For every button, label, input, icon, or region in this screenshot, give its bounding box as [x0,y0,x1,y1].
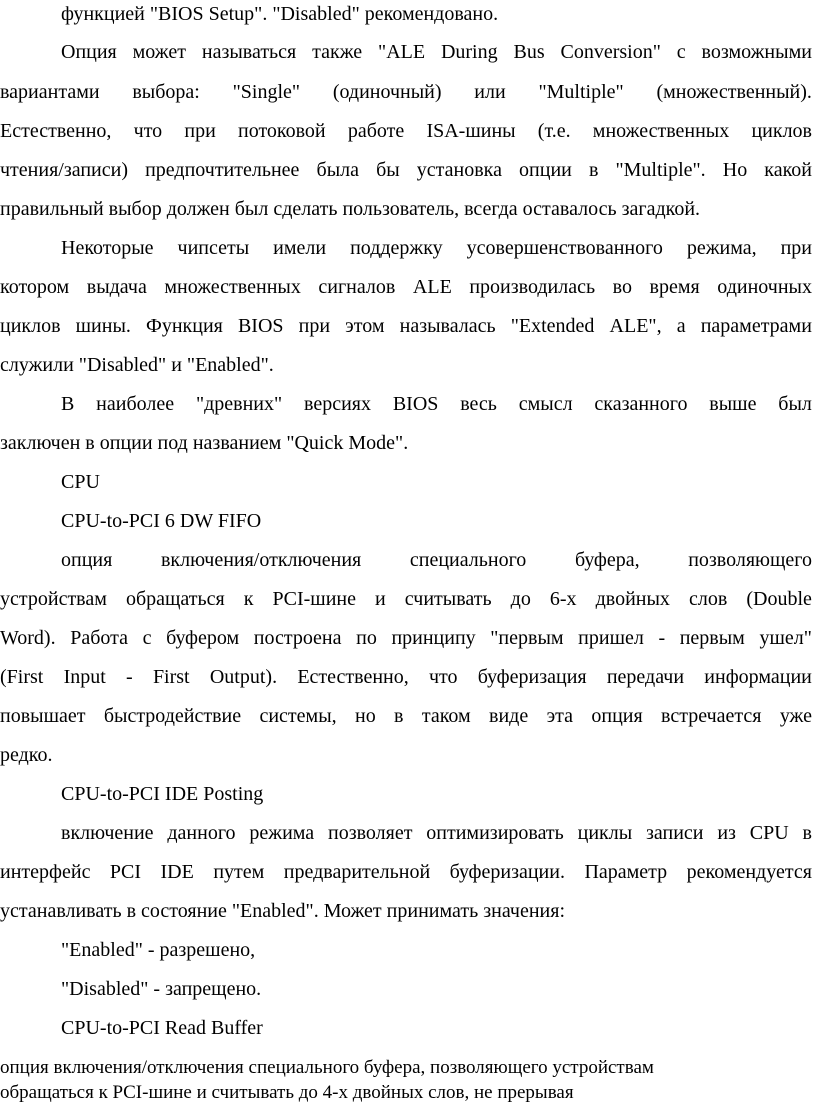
word: режима [249,822,315,844]
word: наиболее [96,393,175,415]
word: обращаться [125,588,225,610]
word: буферизация [477,666,587,688]
text-line: правильный выбор должен был сделать пользователь, всегда оставалось загадкой. [0,198,701,220]
word: чтения/записи) [0,159,128,181]
word: буфером [166,627,240,649]
word: 6-х [549,588,577,610]
word: - [126,666,133,688]
word: BIOS [237,315,284,337]
word: Опция [61,41,117,63]
word: интерфейс [0,861,91,883]
text-line [0,119,812,143]
word: во [612,276,632,298]
word: ALE [412,276,452,298]
text-line: служили "Disabled" и "Enabled". [0,354,274,376]
word: Работа [70,627,128,649]
word: эта [546,705,574,727]
word: потоковой [238,120,326,142]
text-line [0,626,812,650]
word: пришел [578,627,644,649]
word: BIOS [392,393,439,415]
word: В [61,393,75,415]
word: режима, [686,237,757,259]
word: быстродействие [103,705,242,727]
word: PCI [109,861,142,883]
text-line: функцией "BIOS Setup". "Disabled" рекомендовано. [61,3,499,25]
word: котором [0,276,70,298]
word: - [658,627,666,649]
word: виде [489,705,529,727]
word: IDE [160,861,194,883]
word: бы [376,159,400,181]
word: возможными [701,41,812,63]
word: оптимизировать [426,822,564,844]
word: версиях [304,393,371,415]
word: путем [213,861,265,883]
word: ISA-шины [426,120,516,142]
word: Bus [513,41,545,63]
word: какой [764,159,812,181]
word: поддержку [350,237,443,259]
text-line [0,704,812,728]
word: считывать [404,588,492,610]
word: ALE", [609,315,662,337]
word: "Single" [232,81,301,103]
word: Conversion" [560,41,661,63]
word: Некоторые [61,237,154,259]
word: слов [688,588,728,610]
text-line [0,587,812,611]
word: называться [201,41,297,63]
word: During [440,41,498,63]
word: "Multiple". [615,159,706,181]
word: в [588,159,599,181]
word: "первым [490,627,564,649]
word: "ALE [378,41,426,63]
word: с [676,41,686,63]
word: опции [519,159,572,181]
word: был [778,393,812,415]
word: и [375,588,386,610]
word: Параметр [584,861,668,883]
word: что [133,120,163,142]
word: в [802,822,812,844]
text-line [61,821,812,845]
text-line [0,860,812,884]
word: может [132,41,186,63]
word: с [142,627,152,649]
word: (Double [746,588,812,610]
word: при [298,315,331,337]
word: Output). [209,666,278,688]
word: "древних" [195,393,283,415]
word: время [649,276,700,298]
word: этом [345,315,385,337]
word: "Extended [510,315,595,337]
word: Функция [146,315,223,337]
text-line: опция включения/отключения специального буфера, позволяющего устройствам [0,1057,654,1078]
word: двойных [595,588,670,610]
text-line [0,158,812,182]
word: при [184,120,216,142]
word: специального [409,549,527,571]
word: включение [61,822,154,844]
word: а [676,315,686,337]
text-line [0,80,812,104]
word: ушел" [759,627,812,649]
word: Но [722,159,748,181]
word: называлась [399,315,496,337]
text-line: заключен в опции под названием "Quick Mode". [0,432,409,454]
word: передачи [606,666,685,688]
word: циклов [751,120,812,142]
word: Input [63,666,106,688]
word: CPU [749,822,789,844]
word: выше [709,393,757,415]
word: принципу [391,627,476,649]
word: First [152,666,190,688]
text-line: "Disabled" - запрещено. [61,978,262,1000]
word: рекомендуется [686,861,812,883]
word: смысл [518,393,573,415]
text-line [61,548,812,572]
word: также [312,41,363,63]
word: Естественно, [0,120,112,142]
text-line: CPU-to-PCI IDE Posting [61,783,264,805]
text-line [61,40,812,64]
word: (т.е. [537,120,571,142]
word: но [354,705,376,727]
word: множественных [592,120,730,142]
word: шины. [75,315,131,337]
word: в [394,705,404,727]
word: сигналов [318,276,396,298]
word: Word). [0,627,56,649]
word: работе [347,120,405,142]
word: PCI-шине [272,588,356,610]
word: уже [779,705,812,727]
word: по [356,627,377,649]
word: или [474,81,506,103]
word: (множественный). [656,81,812,103]
word: чипсеты [177,237,250,259]
word: опция [61,549,113,571]
word: устройствам [0,588,107,610]
word: параметрами [700,315,812,337]
text-line [61,392,812,416]
text-line [0,665,812,689]
word: системы, [259,705,337,727]
word: построена [253,627,342,649]
word: буфера, [574,549,640,571]
word: циклы [577,822,633,844]
word: что [428,666,458,688]
text-line [0,275,812,299]
word: позволяющего [688,549,812,571]
word: включения/отключения [160,549,362,571]
word: вариантами [0,81,100,103]
word: таком [421,705,471,727]
word: информации [704,666,812,688]
word: циклов [0,315,61,337]
text-line [61,236,812,260]
text-line: CPU-to-PCI 6 DW FIFO [61,510,262,532]
word: "Multiple" [538,81,624,103]
word: при [780,237,812,259]
word: весь [460,393,497,415]
word: имели [273,237,327,259]
word: одиночных [717,276,812,298]
text-line: обращаться к PCI-шине и считывать до 4-х двойных слов, не прерывая [0,1082,574,1103]
text-line: устанавливать в состояние "Enabled". Может принимать значения: [0,900,565,922]
word: из [717,822,736,844]
text-line: редко. [0,744,53,766]
text-line: "Enabled" - разрешено, [61,939,256,961]
word: (одиночный) [332,81,442,103]
word: была [316,159,359,181]
word: данного [167,822,236,844]
word: позволяет [328,822,413,844]
word: встречается [661,705,762,727]
word: выдача [86,276,147,298]
word: установка [416,159,502,181]
word: повышает [0,705,86,727]
word: (First [0,666,44,688]
word: предпочтительнее [145,159,300,181]
word: записи [646,822,704,844]
word: выбора: [132,81,200,103]
word: до [510,588,531,610]
word: Естественно, [297,666,409,688]
word: буферизации. [449,861,565,883]
text-line [0,314,812,338]
text-line: CPU-to-PCI Read Buffer [61,1017,263,1039]
word: первым [679,627,745,649]
word: усовершенствованного [466,237,663,259]
word: множественных [164,276,301,298]
text-line: CPU [61,471,100,493]
word: производилась [469,276,596,298]
word: предварительной [283,861,431,883]
word: опция [591,705,643,727]
word: сказанного [594,393,688,415]
word: к [243,588,254,610]
